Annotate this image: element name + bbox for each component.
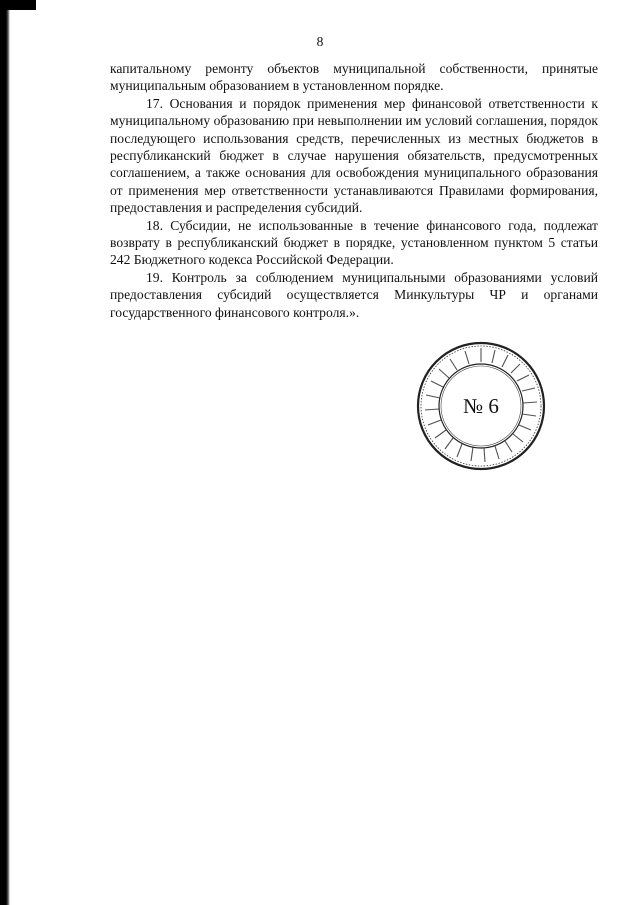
- seal-number: № 6: [463, 393, 499, 418]
- page-number: 8: [316, 34, 324, 49]
- official-seal-stamp: [415, 340, 547, 472]
- paragraph-17: 17. Основания и порядок применения мер финансовой ответственности к муниципальному образованию при невыполнении им условий соглашения, порядок последующего использования средств, перечисленных из местных бюджетов в республиканский бюджет в случае нарушения обязательств, предусмотренных соглашением, а также основания для освобождения муниципального образования от применения мер ответственности устанавливаются Правилами формирования, предоставления и распределения субсидий.: [110, 95, 598, 216]
- paragraph-18: 18. Субсидии, не использованные в течение финансового года, подлежат возврату в республиканский бюджет в порядке, установленном пунктом 5 статьи 242 Бюджетного кодекса Российской Федерации.: [110, 217, 598, 268]
- paragraph-continuation: капитальному ремонту объектов муниципальной собственности, принятые муниципальным образованием в установленном порядке.: [110, 61, 598, 94]
- scan-corner-shadow: [0, 0, 36, 10]
- paragraph-19: 19. Контроль за соблюдением муниципальными образованиями условий предоставления субсидий осуществляется Минкультуры ЧР и органами государственного финансового контроля.».: [110, 269, 598, 320]
- document-body: [110, 60, 598, 321]
- scan-edge-shadow: [0, 0, 10, 905]
